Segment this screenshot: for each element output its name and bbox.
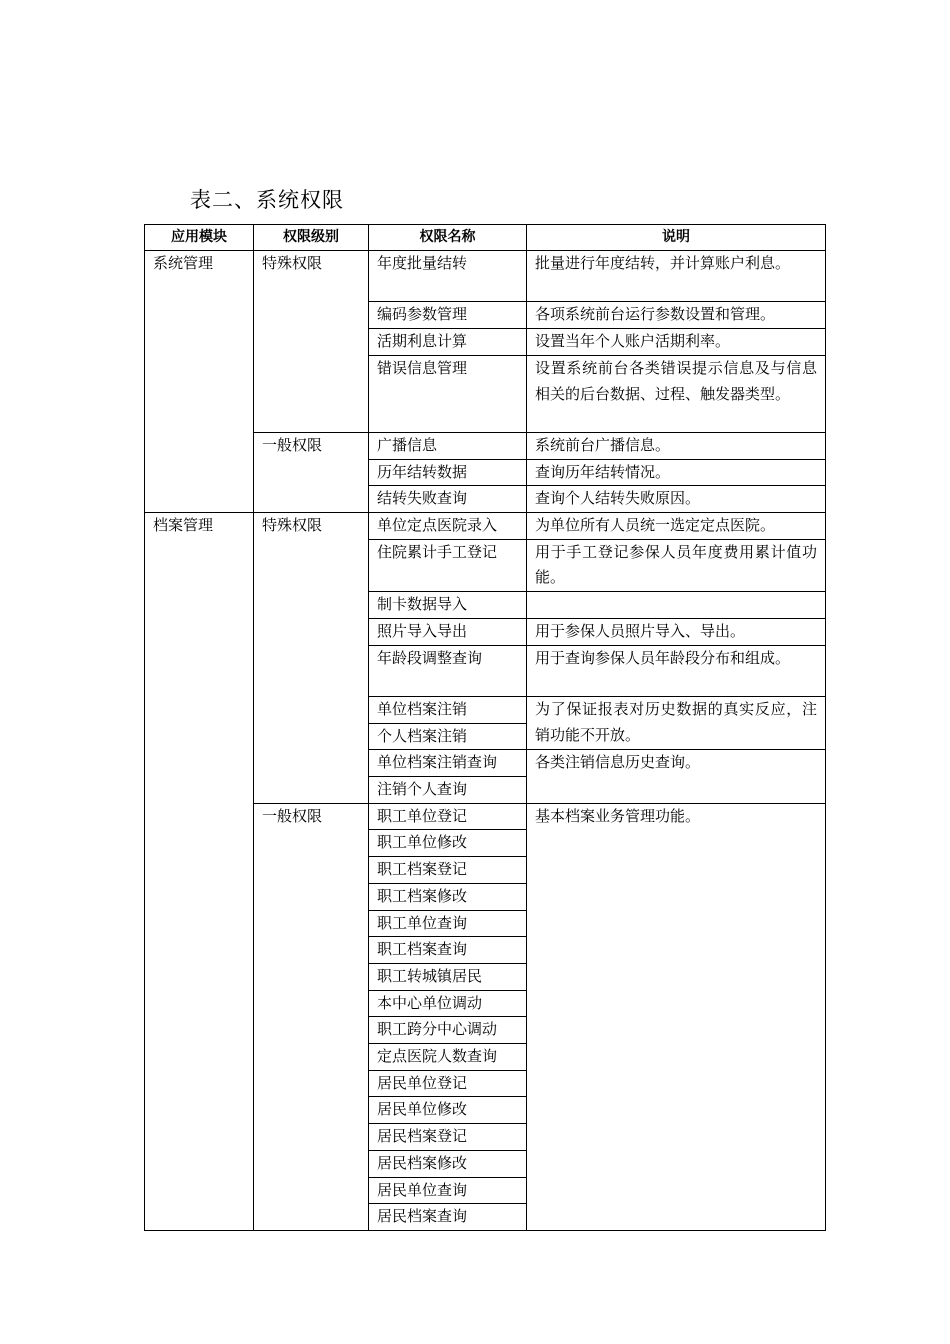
description-cell: 各项系统前台运行参数设置和管理。: [527, 302, 826, 329]
permission-name-cell: 居民档案修改: [369, 1150, 527, 1177]
description-cell: 设置当年个人账户活期利率。: [527, 329, 826, 356]
description-cell: 为了保证报表对历史数据的真实反应，注销功能不开放。: [527, 696, 826, 749]
permission-name-cell: 居民单位登记: [369, 1070, 527, 1097]
description-cell: 查询个人结转失败原因。: [527, 486, 826, 513]
permission-name-cell: 职工转城镇居民: [369, 963, 527, 990]
module-cell: 系统管理: [145, 251, 254, 513]
permission-name-cell: 活期利息计算: [369, 329, 527, 356]
permission-name-cell: 年龄段调整查询: [369, 645, 527, 696]
permission-name-cell: 单位档案注销: [369, 696, 527, 723]
permission-name-cell: 广播信息: [369, 432, 527, 459]
level-cell: 特殊权限: [254, 251, 369, 433]
permission-name-cell: 居民单位查询: [369, 1177, 527, 1204]
header-permission-name: 权限名称: [369, 225, 527, 251]
permission-name-cell: 居民单位修改: [369, 1097, 527, 1124]
description-cell: 用于查询参保人员年龄段分布和组成。: [527, 645, 826, 696]
header-description: 说明: [527, 225, 826, 251]
description-cell: 各类注销信息历史查询。: [527, 750, 826, 803]
description-cell: 批量进行年度结转，并计算账户利息。: [527, 251, 826, 302]
permission-name-cell: 职工档案登记: [369, 857, 527, 884]
permission-name-cell: 职工档案修改: [369, 883, 527, 910]
permission-name-cell: 单位档案注销查询: [369, 750, 527, 777]
permission-name-cell: 职工单位修改: [369, 830, 527, 857]
permission-name-cell: 职工单位登记: [369, 803, 527, 830]
permission-name-cell: 注销个人查询: [369, 777, 527, 804]
permission-name-cell: 结转失败查询: [369, 486, 527, 513]
permission-name-cell: 职工单位查询: [369, 910, 527, 937]
description-cell: 用于参保人员照片导入、导出。: [527, 618, 826, 645]
header-row: [145, 225, 826, 251]
permission-name-cell: 个人档案注销: [369, 723, 527, 750]
header-module: 应用模块: [145, 225, 254, 251]
description-cell: 基本档案业务管理功能。: [527, 803, 826, 1230]
header-level: 权限级别: [254, 225, 369, 251]
table-row: [145, 513, 826, 540]
permission-name-cell: 住院累计手工登记: [369, 539, 527, 591]
permission-name-cell: 历年结转数据: [369, 459, 527, 486]
page-title: 表二、系统权限: [190, 188, 344, 212]
permission-name-cell: 照片导入导出: [369, 618, 527, 645]
table-row: [145, 251, 826, 302]
permission-name-cell: 年度批量结转: [369, 251, 527, 302]
description-cell: [527, 592, 826, 619]
description-cell: 为单位所有人员统一选定定点医院。: [527, 513, 826, 540]
permission-name-cell: 单位定点医院录入: [369, 513, 527, 540]
permission-name-cell: 职工档案查询: [369, 937, 527, 964]
permission-name-cell: 编码参数管理: [369, 302, 527, 329]
permission-name-cell: 制卡数据导入: [369, 592, 527, 619]
description-cell: 查询历年结转情况。: [527, 459, 826, 486]
permission-name-cell: 居民档案查询: [369, 1204, 527, 1231]
permission-name-cell: 居民档案登记: [369, 1124, 527, 1151]
permission-name-cell: 职工跨分中心调动: [369, 1017, 527, 1044]
module-cell: 档案管理: [145, 513, 254, 1231]
permission-name-cell: 本中心单位调动: [369, 990, 527, 1017]
description-cell: 用于手工登记参保人员年度费用累计值功能。: [527, 539, 826, 591]
level-cell: 特殊权限: [254, 513, 369, 804]
level-cell: 一般权限: [254, 803, 369, 1230]
permission-name-cell: 定点医院人数查询: [369, 1044, 527, 1071]
description-cell: 设置系统前台各类错误提示信息及与信息相关的后台数据、过程、触发器类型。: [527, 355, 826, 432]
permission-table: [144, 224, 826, 1231]
permission-name-cell: 错误信息管理: [369, 355, 527, 432]
level-cell: 一般权限: [254, 432, 369, 512]
description-cell: 系统前台广播信息。: [527, 432, 826, 459]
